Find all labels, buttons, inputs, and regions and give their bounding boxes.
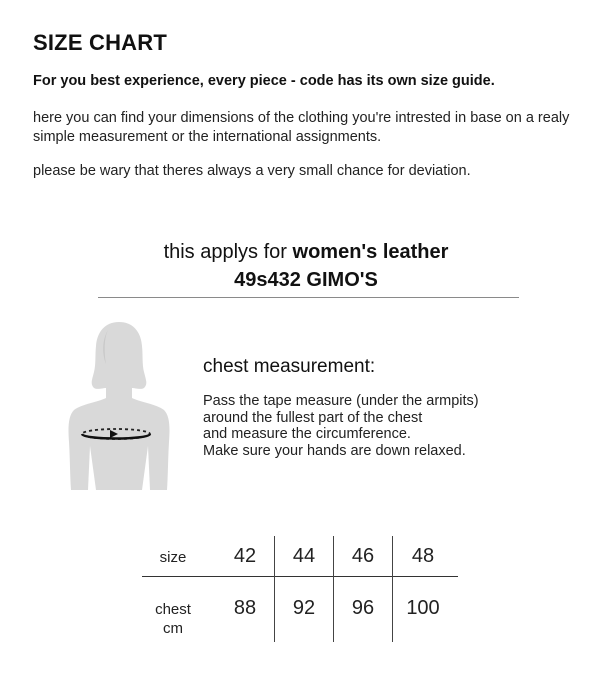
instruction-line: and measure the circumference. xyxy=(203,426,411,442)
size-row-label: size xyxy=(159,549,187,566)
applies-code: 49s432 GIMO'S xyxy=(234,269,378,291)
measurement-instructions xyxy=(203,393,479,459)
measurement-heading: chest measurement: xyxy=(203,356,376,377)
figure-silhouette xyxy=(69,322,170,490)
chest-cell: 92 xyxy=(292,597,316,619)
size-cell: 44 xyxy=(292,545,316,567)
applies-heading xyxy=(0,238,600,294)
deviation-warning: please be wary that theres always a very small chance for deviation. xyxy=(33,163,471,179)
size-cell: 48 xyxy=(411,545,435,567)
size-cell: 46 xyxy=(351,545,375,567)
section-divider xyxy=(98,297,519,298)
applies-product: women's leather xyxy=(292,241,449,263)
instruction-line: Make sure your hands are down relaxed. xyxy=(203,442,466,459)
intro-bold-text: For you best experience, every piece - code has its own size guide. xyxy=(33,73,495,89)
chest-row-label xyxy=(142,600,204,638)
chest-cell: 96 xyxy=(351,597,375,619)
table-header-divider xyxy=(142,576,458,577)
size-cell: 42 xyxy=(233,545,257,567)
instruction-line: around the fullest part of the chest xyxy=(203,409,423,426)
applies-prefix: this applys for xyxy=(163,241,293,263)
size-table xyxy=(142,536,458,642)
applies-line-1 xyxy=(0,238,600,266)
intro-text: here you can find your dimensions of the clothing you're intrested in base on a realy simple measurement or the international assignments. xyxy=(33,110,570,145)
chest-cell: 88 xyxy=(233,597,257,619)
applies-line-2 xyxy=(0,266,600,294)
female-torso-figure-icon xyxy=(64,318,174,493)
chest-label: chest xyxy=(155,601,191,618)
page-title: SIZE CHART xyxy=(33,30,167,55)
instruction-line: Pass the tape measure (under the armpits) xyxy=(203,393,479,409)
chest-cell: 100 xyxy=(406,597,440,619)
chest-unit-label: cm xyxy=(163,620,183,637)
